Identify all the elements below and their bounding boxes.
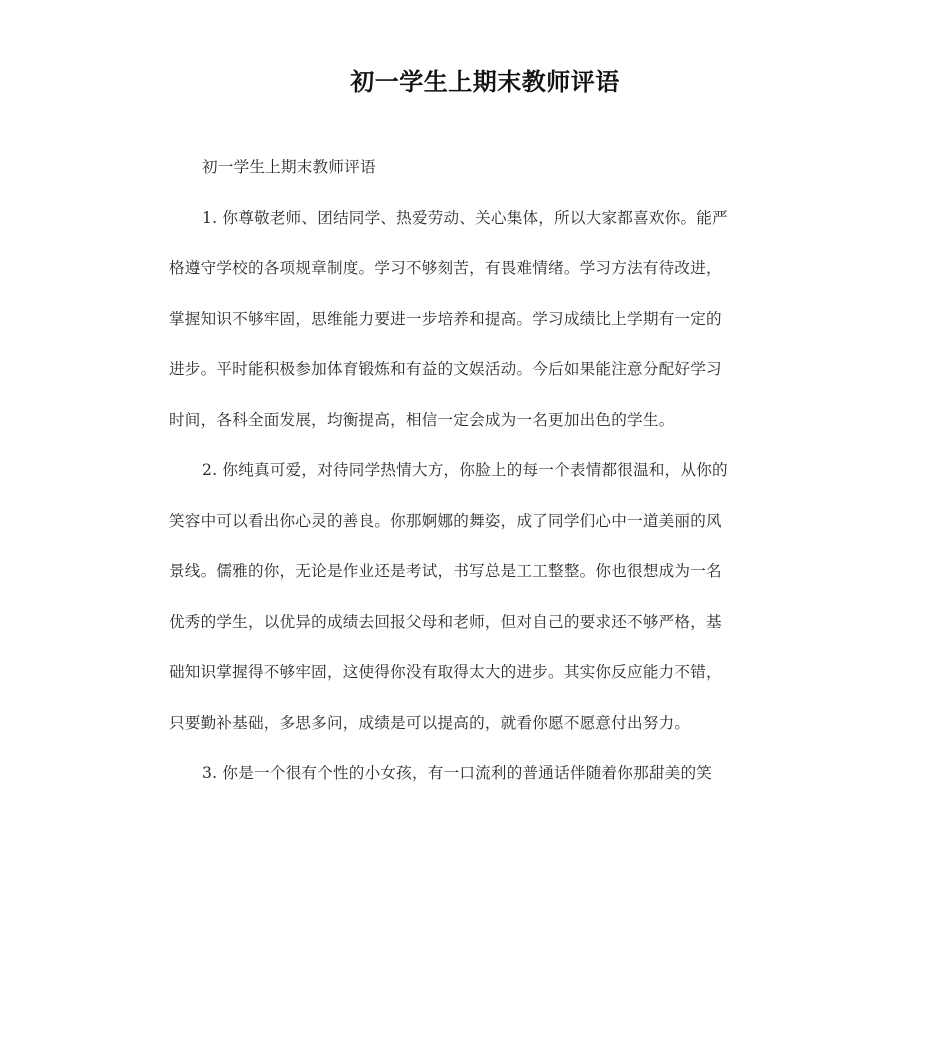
text-line: 2. 你纯真可爱，对待同学热情大方，你脸上的每一个表情都很温和，从你的 bbox=[202, 461, 728, 479]
text-line: 掌握知识不够牢固，思维能力要进一步培养和提高。学习成绩比上学期有一定的 bbox=[169, 309, 722, 328]
text-line: 进步。平时能积极参加体育锻炼和有益的文娱活动。今后如果能注意分配好学习 bbox=[169, 360, 722, 378]
document-body bbox=[169, 142, 781, 799]
text-line: 础知识掌握得不够牢固，这使得你没有取得太大的进步。其实你反应能力不错， bbox=[169, 663, 722, 681]
text-line: 3. 你是一个很有个性的小女孩，有一口流利的普通话伴随着你那甜美的笑 bbox=[202, 764, 713, 782]
text-line: 只要勤补基础，多思多问，成绩是可以提高的，就看你愿不愿意付出努力。 bbox=[169, 713, 691, 732]
text-line: 笑容中可以看出你心灵的善良。你那婀娜的舞姿，成了同学们心中一道美丽的风 bbox=[169, 511, 722, 530]
subtitle-paragraph: 初一学生上期末教师评语 bbox=[202, 158, 376, 176]
text-line: 1. 你尊敬老师、团结同学、热爱劳动、关心集体，所以大家都喜欢你。能严 bbox=[202, 208, 728, 227]
document-title: 初一学生上期末教师评语 bbox=[350, 68, 620, 96]
text-line: 景线。儒雅的你，无论是作业还是考试，书写总是工工整整。你也很想成为一名 bbox=[169, 562, 722, 580]
text-line: 格遵守学校的各项规章制度。学习不够刻苦，有畏难情绪。学习方法有待改进， bbox=[169, 259, 722, 277]
text-line: 优秀的学生，以优异的成绩去回报父母和老师，但对自己的要求还不够严格，基 bbox=[169, 612, 722, 631]
text-line: 时间，各科全面发展，均衡提高，相信一定会成为一名更加出色的学生。 bbox=[169, 410, 675, 429]
